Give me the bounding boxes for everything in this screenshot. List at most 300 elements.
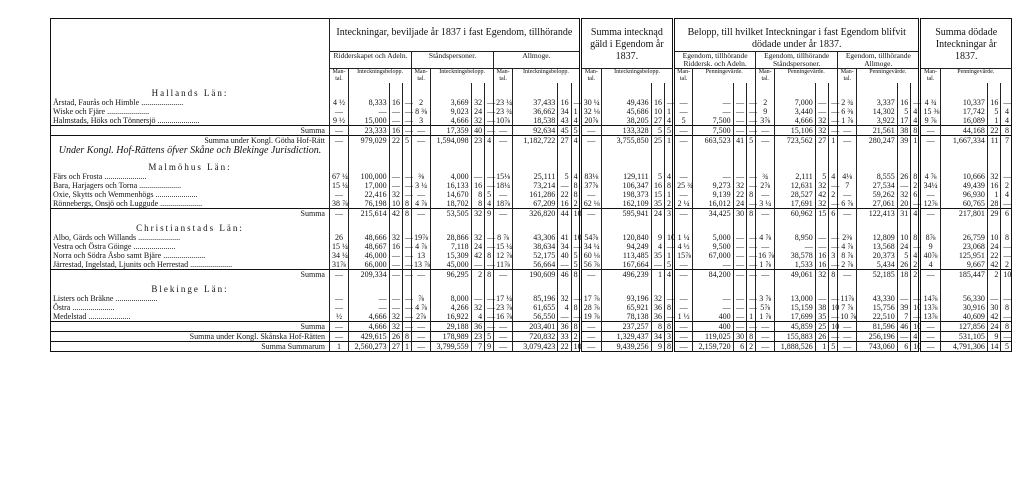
mantal-cell: —: [838, 190, 857, 199]
mantal-cell: 1: [329, 342, 348, 352]
runstycken-cell: —: [403, 294, 412, 303]
mantal-cell: —: [920, 322, 940, 332]
skilling-cell: 5: [558, 172, 571, 181]
empty-cell: [329, 218, 348, 233]
empty-cell: [494, 279, 513, 294]
runstycken-cell: 5: [665, 260, 674, 270]
mantal-cell: 15⅞: [674, 251, 693, 260]
empty-cell: [775, 218, 815, 233]
empty-cell: [857, 157, 897, 172]
runstycken-cell: —: [403, 116, 412, 126]
skilling-cell: 31: [897, 209, 910, 219]
amount-cell: 2,111: [775, 172, 815, 181]
runstycken-cell: —: [403, 303, 412, 312]
amount-cell: 400: [693, 322, 733, 332]
empty-cell: [897, 218, 910, 233]
empty-cell: [1001, 218, 1012, 233]
runstycken-cell: 5: [665, 126, 674, 136]
mantal-cell: —: [838, 332, 857, 342]
mantal-cell: 1 ⅞: [756, 312, 775, 322]
district-name: Rönnebergs, Onsjö och Luggude .....................: [53, 199, 203, 208]
skilling-cell: 32: [815, 270, 828, 280]
runstycken-cell: 1: [911, 136, 920, 146]
mantal-cell: 4 ⅞: [412, 242, 431, 251]
empty-cell: [651, 83, 664, 98]
skilling-cell: 8: [651, 322, 664, 332]
mantal-cell: —: [580, 209, 601, 219]
amount-cell: 3,079,423: [513, 342, 558, 352]
amount-cell: 3,922: [857, 116, 897, 126]
header-blank: [51, 19, 330, 84]
empty-cell: [1001, 157, 1012, 172]
empty-cell: [571, 218, 580, 233]
empty-cell: [485, 157, 494, 172]
amount-cell: 15,159: [775, 303, 815, 312]
mantal-cell: —: [412, 190, 431, 199]
mantal-cell: —: [494, 322, 513, 332]
skilling-cell: 5: [897, 251, 910, 260]
skilling-cell: —: [733, 251, 746, 260]
mantal-cell: —: [329, 136, 348, 146]
mantal-cell: —: [756, 342, 775, 352]
mantal-cell: —: [412, 322, 431, 332]
empty-cell: [693, 157, 733, 172]
total-label: Summa Summarum: [51, 342, 330, 352]
runstycken-cell: 8: [1001, 126, 1012, 136]
table-row: [51, 251, 1012, 260]
empty-cell: [911, 279, 920, 294]
mantal-cell: 56 ⅞: [580, 260, 601, 270]
runstycken-cell: —: [571, 242, 580, 251]
amount-cell: 3,337: [857, 98, 897, 107]
skilling-cell: —: [733, 172, 746, 181]
skilling-cell: 5: [897, 107, 910, 116]
amount-cell: 2,159,720: [693, 342, 733, 352]
amount-cell: 162,109: [602, 199, 651, 209]
runstycken-cell: —: [403, 242, 412, 251]
runstycken-cell: 10: [571, 233, 580, 242]
amount-cell: 9,667: [940, 260, 987, 270]
mantal-cell: ¾: [756, 172, 775, 181]
runstycken-cell: —: [829, 332, 838, 342]
amount-cell: 256,196: [857, 332, 897, 342]
empty-cell: [911, 145, 920, 157]
skilling-cell: 34: [558, 242, 571, 251]
skilling-cell: —: [733, 322, 746, 332]
runstycken-cell: —: [571, 294, 580, 303]
mantal-cell: 18⅞: [494, 199, 513, 209]
empty-cell: [775, 157, 815, 172]
skilling-cell: 16: [389, 98, 402, 107]
header-inteckningsbelopp: Inteckningsbelopp.: [349, 69, 412, 84]
empty-cell: [602, 279, 651, 294]
empty-cell: [693, 83, 733, 98]
mantal-cell: 34 ¼: [580, 242, 601, 251]
mantal-cell: 2 ¾: [838, 98, 857, 107]
mantal-cell: —: [412, 209, 431, 219]
mantal-cell: 13⅞: [920, 312, 940, 322]
runstycken-cell: —: [1001, 172, 1012, 181]
amount-cell: 76,198: [349, 199, 389, 209]
skilling-cell: 38: [897, 126, 910, 136]
skilling-cell: 7: [897, 312, 910, 322]
lan-heading: Christianstads Län:: [136, 223, 244, 233]
empty-cell: [920, 83, 940, 98]
amount-cell: 129,111: [602, 172, 651, 181]
runstycken-cell: 4: [1001, 190, 1012, 199]
mantal-cell: —: [674, 342, 693, 352]
runstycken-cell: 8: [1001, 322, 1012, 332]
runstycken-cell: 1: [747, 312, 756, 322]
runstycken-cell: —: [829, 98, 838, 107]
header-mantal: Man-tal.: [674, 69, 693, 84]
runstycken-cell: 4: [911, 209, 920, 219]
mantal-cell: 9 ½: [329, 116, 348, 126]
amount-cell: 27,534: [857, 181, 897, 190]
header-mantal: Man-tal.: [838, 69, 857, 84]
runstycken-cell: 4: [1001, 107, 1012, 116]
mantal-cell: 2⅞: [412, 312, 431, 322]
runstycken-cell: 4: [485, 136, 494, 146]
district-name: Wiske och Fjäre .....................: [53, 107, 150, 116]
mantal-cell: —: [674, 107, 693, 116]
amount-cell: 15,309: [431, 251, 471, 260]
skilling-cell: 41: [558, 233, 571, 242]
skilling-cell: 22: [389, 136, 402, 146]
empty-cell: [838, 145, 857, 157]
mantal-cell: —: [920, 190, 940, 199]
mantal-cell: —: [756, 190, 775, 199]
runstycken-cell: 8: [403, 209, 412, 219]
amount-cell: 100,000: [349, 172, 389, 181]
runstycken-cell: 10: [665, 233, 674, 242]
header-mantal: Man-tal.: [756, 69, 775, 84]
empty-cell: [838, 279, 857, 294]
empty-cell: [775, 145, 815, 157]
runstycken-cell: —: [747, 126, 756, 136]
skilling-cell: 7: [471, 342, 484, 352]
mantal-cell: 9: [920, 242, 940, 251]
empty-cell: [911, 157, 920, 172]
empty-cell: [829, 157, 838, 172]
empty-cell: [733, 83, 746, 98]
empty-cell: [494, 218, 513, 233]
mantal-cell: 15 ¼: [329, 242, 348, 251]
lan-heading-row: [51, 218, 1012, 233]
skilling-cell: 16: [558, 199, 571, 209]
runstycken-cell: —: [665, 242, 674, 251]
runstycken-cell: 2: [747, 342, 756, 352]
table-row: [51, 242, 1012, 251]
empty-cell: [857, 279, 897, 294]
runstycken-cell: 2: [571, 332, 580, 342]
district-name: Östra .....................: [53, 303, 115, 312]
skilling-cell: 32: [471, 98, 484, 107]
skilling-cell: 36: [558, 322, 571, 332]
amount-cell: 17,359: [431, 126, 471, 136]
skilling-cell: 32: [471, 116, 484, 126]
amount-cell: 5,000: [693, 233, 733, 242]
empty-cell: [558, 83, 571, 98]
skilling-cell: —: [389, 270, 402, 280]
runstycken-cell: 1: [403, 342, 412, 352]
skilling-cell: 32: [897, 190, 910, 199]
runstycken-cell: 4: [911, 107, 920, 116]
empty-cell: [389, 279, 402, 294]
skilling-cell: 16: [815, 260, 828, 270]
mantal-cell: —: [920, 270, 940, 280]
skilling-cell: 32: [651, 294, 664, 303]
runstycken-cell: —: [665, 294, 674, 303]
mantal-cell: 15 ¼: [494, 242, 513, 251]
amount-cell: 125,951: [940, 251, 987, 260]
mantal-cell: 67 ¼: [329, 172, 348, 181]
mantal-cell: —: [674, 190, 693, 199]
runstycken-cell: 8: [665, 181, 674, 190]
runstycken-cell: 5: [485, 190, 494, 199]
amount-cell: 38,578: [775, 251, 815, 260]
skilling-cell: —: [651, 260, 664, 270]
runstycken-cell: 2: [665, 199, 674, 209]
amount-cell: 16,133: [431, 181, 471, 190]
empty-cell: [329, 83, 348, 98]
mantal-cell: —: [920, 209, 940, 219]
amount-cell: 4,666: [431, 116, 471, 126]
mantal-cell: 13: [412, 251, 431, 260]
runstycken-cell: —: [485, 126, 494, 136]
mantal-cell: 16 ⅞: [756, 251, 775, 260]
amount-cell: 5,434: [857, 260, 897, 270]
mantal-cell: —: [412, 342, 431, 352]
mantal-cell: 19⅞: [412, 233, 431, 242]
skilling-cell: —: [987, 294, 1000, 303]
empty-cell: [329, 145, 348, 157]
amount-cell: 8,000: [431, 294, 471, 303]
runstycken-cell: 10: [1001, 270, 1012, 280]
header-inteckningsbelopp: Inteckningsbelopp.: [431, 69, 494, 84]
empty-cell: [911, 218, 920, 233]
runstycken-cell: —: [485, 242, 494, 251]
header-inteckningar: Inteckningar, beviljade år 1837 i fast Egendom, tillhörande: [329, 19, 580, 52]
runstycken-cell: 5: [485, 332, 494, 342]
mantal-cell: —: [674, 303, 693, 312]
empty-cell: [987, 279, 1000, 294]
mantal-cell: 1 ¼: [674, 233, 693, 242]
runstycken-cell: —: [485, 312, 494, 322]
runstycken-cell: —: [403, 98, 412, 107]
amount-cell: 34,425: [693, 209, 733, 219]
amount-cell: 61,655: [513, 303, 558, 312]
empty-cell: [471, 83, 484, 98]
skilling-cell: 24: [471, 242, 484, 251]
skilling-cell: 46: [558, 270, 571, 280]
amount-cell: 15,106: [775, 126, 815, 136]
amount-cell: 133,328: [602, 126, 651, 136]
runstycken-cell: —: [911, 294, 920, 303]
skilling-cell: 32: [733, 181, 746, 190]
amount-cell: —: [693, 303, 733, 312]
skilling-cell: 27: [558, 136, 571, 146]
mantal-cell: 4 ⅞: [838, 242, 857, 251]
amount-cell: 96,930: [940, 190, 987, 199]
skilling-cell: —: [733, 233, 746, 242]
amount-cell: 49,436: [602, 98, 651, 107]
amount-cell: 119,025: [693, 332, 733, 342]
mantal-cell: —: [494, 209, 513, 219]
empty-cell: [665, 145, 674, 157]
empty-cell: [602, 145, 651, 157]
header-dod-adeln: Egendom, tillhörande Riddersk. och Adeln.: [674, 52, 756, 69]
mantal-cell: —: [580, 190, 601, 199]
mantal-cell: —: [674, 260, 693, 270]
amount-cell: 17,691: [775, 199, 815, 209]
skilling-cell: 9: [651, 233, 664, 242]
mantal-cell: 18¼: [494, 181, 513, 190]
mantal-cell: —: [412, 270, 431, 280]
skilling-cell: 5: [651, 126, 664, 136]
amount-cell: 3,799,559: [431, 342, 471, 352]
skilling-cell: 45: [558, 126, 571, 136]
total-row: [51, 209, 1012, 219]
header-mantal: Man-tal.: [920, 69, 940, 84]
empty-cell: [580, 157, 601, 172]
header-summa-intecknad: Summa intecknąd gäld i Egendom år 1837.: [580, 19, 673, 69]
amount-cell: 45,000: [431, 260, 471, 270]
mantal-cell: 28 ⅞: [580, 303, 601, 312]
amount-cell: 7,000: [775, 98, 815, 107]
empty-cell: [471, 279, 484, 294]
empty-cell: [665, 157, 674, 172]
skilling-cell: —: [815, 233, 828, 242]
empty-cell: [857, 218, 897, 233]
mantal-cell: —: [838, 322, 857, 332]
mantal-cell: 13 ⅞: [412, 260, 431, 270]
empty-cell: [602, 157, 651, 172]
empty-cell: [329, 157, 348, 172]
amount-cell: 28,866: [431, 233, 471, 242]
skilling-cell: 24: [471, 107, 484, 116]
skilling-cell: 4: [651, 242, 664, 251]
amount-cell: 60,962: [775, 209, 815, 219]
empty-cell: [693, 145, 733, 157]
mantal-cell: 9 ⅞: [920, 116, 940, 126]
amount-cell: 4,266: [431, 303, 471, 312]
mantal-cell: 3 ¼: [756, 199, 775, 209]
table-header: [51, 19, 1012, 84]
lan-heading: Blekinge Län:: [151, 284, 229, 294]
empty-cell: [349, 145, 389, 157]
empty-cell: [733, 145, 746, 157]
runstycken-cell: —: [403, 126, 412, 136]
empty-cell: [513, 218, 558, 233]
skilling-cell: 30: [733, 209, 746, 219]
mantal-cell: 4 ¾: [920, 98, 940, 107]
empty-cell: [403, 279, 412, 294]
amount-cell: 15,000: [349, 116, 389, 126]
skilling-cell: —: [733, 312, 746, 322]
empty-cell: [815, 83, 828, 98]
empty-cell: [389, 83, 402, 98]
skilling-cell: 16: [389, 242, 402, 251]
empty-cell: [412, 145, 431, 157]
table-row: [51, 181, 1012, 190]
runstycken-cell: —: [747, 303, 756, 312]
amount-cell: 7,500: [693, 126, 733, 136]
mantal-cell: 10 ⅞: [838, 312, 857, 322]
mantal-cell: 15⅛: [494, 172, 513, 181]
empty-cell: [829, 145, 838, 157]
runstycken-cell: 1: [571, 107, 580, 116]
empty-cell: [733, 279, 746, 294]
empty-cell: [838, 157, 857, 172]
empty-cell: [349, 279, 389, 294]
total-row: [51, 136, 1012, 146]
amount-cell: 1,533: [775, 260, 815, 270]
skilling-cell: —: [733, 116, 746, 126]
amount-cell: 209,334: [349, 270, 389, 280]
runstycken-cell: 1: [829, 136, 838, 146]
empty-cell: [485, 145, 494, 157]
mantal-cell: —: [580, 342, 601, 352]
mantal-cell: 8 ⅜: [412, 107, 431, 116]
lan-heading: Hallands Län:: [151, 88, 229, 98]
mantal-cell: —: [494, 270, 513, 280]
skilling-cell: 10: [987, 233, 1000, 242]
skilling-cell: 22: [987, 251, 1000, 260]
amount-cell: 167,664: [602, 260, 651, 270]
mantal-cell: —: [838, 136, 857, 146]
amount-cell: 4,666: [775, 116, 815, 126]
empty-cell: [815, 218, 828, 233]
amount-cell: 22,510: [857, 312, 897, 322]
header-summa-dodade: Summa dödade Inteckningar år 1837.: [920, 19, 1012, 69]
skilling-cell: —: [733, 98, 746, 107]
runstycken-cell: 8: [403, 332, 412, 342]
skilling-cell: 32: [389, 312, 402, 322]
runstycken-cell: 8: [571, 181, 580, 190]
amount-cell: 979,029: [349, 136, 389, 146]
runstycken-cell: —: [571, 98, 580, 107]
amount-cell: 45,686: [602, 107, 651, 116]
mantal-cell: 1 ⅞: [756, 260, 775, 270]
skilling-cell: 10: [897, 233, 910, 242]
mantal-cell: —: [580, 126, 601, 136]
empty-cell: [674, 145, 693, 157]
amount-cell: 9,439,256: [602, 342, 651, 352]
mantal-cell: 15 ¼: [329, 181, 348, 190]
runstycken-cell: —: [747, 181, 756, 190]
lan-heading-row: [51, 157, 1012, 172]
skilling-cell: 42: [987, 260, 1000, 270]
empty-cell: [920, 145, 940, 157]
empty-cell: [665, 83, 674, 98]
amount-cell: 56,664: [513, 260, 558, 270]
mantal-cell: 19 ⅞: [580, 312, 601, 322]
empty-cell: [815, 279, 828, 294]
mantal-cell: 17 ¼: [494, 294, 513, 303]
skilling-cell: 40: [558, 251, 571, 260]
runstycken-cell: —: [747, 251, 756, 260]
skilling-cell: 1: [651, 270, 664, 280]
empty-cell: [1001, 145, 1012, 157]
runstycken-cell: 8: [747, 332, 756, 342]
runstycken-cell: 4: [911, 251, 920, 260]
mantal-cell: —: [756, 126, 775, 136]
empty-cell: [513, 279, 558, 294]
runstycken-cell: —: [747, 322, 756, 332]
total-row: [51, 342, 1012, 352]
amount-cell: 1,182,722: [513, 136, 558, 146]
